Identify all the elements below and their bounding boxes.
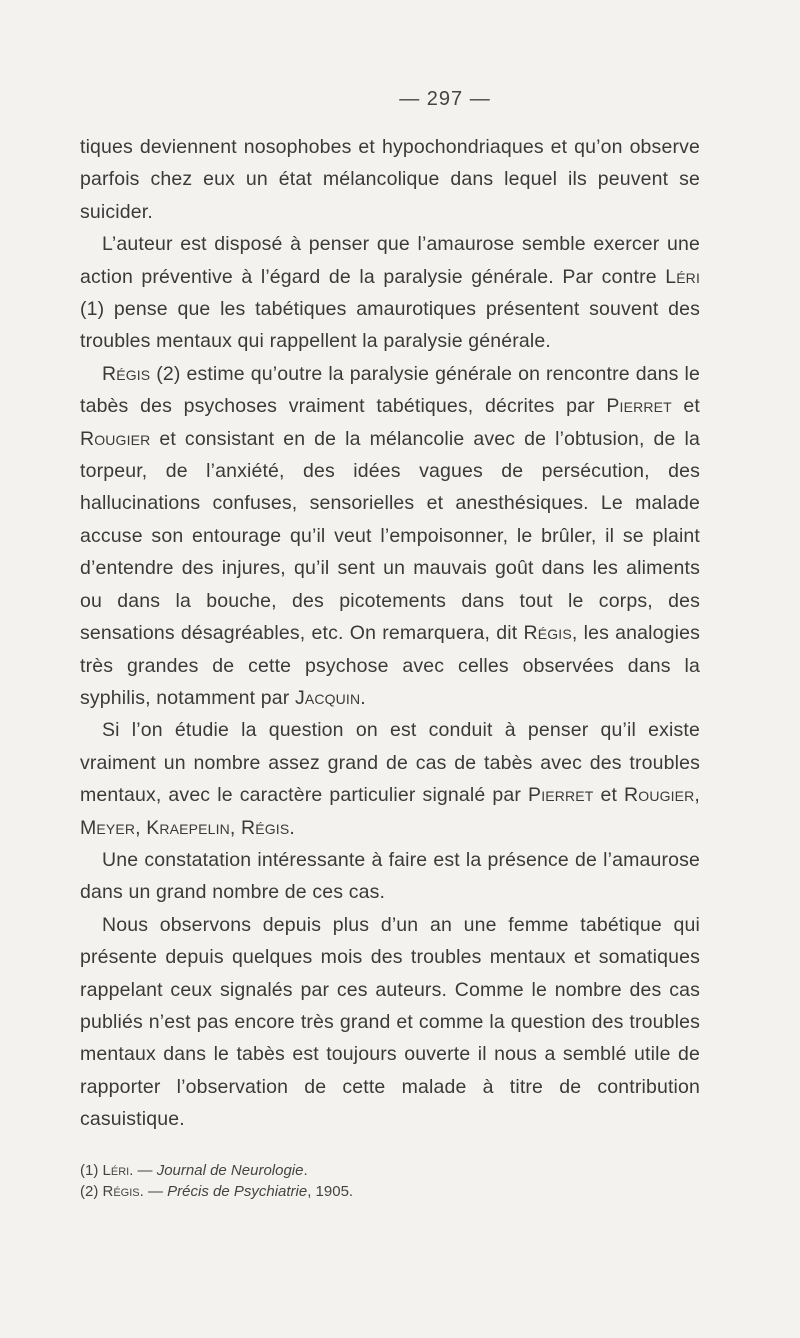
- paragraph-3: [80, 358, 700, 714]
- text-segment: Si l’on étudie la question on est conduit à penser qu’il existe vraiment un nombre assez grand de cas de tabès avec des troubles mentaux, avec le caractère particulier signalé par: [80, 719, 700, 807]
- text-segment: ,: [135, 816, 147, 839]
- paragraph-5-text: Une constatation intéressante à faire est la présence de l’amaurose dans un grand nombre de ces cas.: [80, 848, 700, 904]
- text-segment: ,: [229, 816, 242, 839]
- footnote-tail: .: [303, 1161, 308, 1179]
- text-segment: , les analogies très grandes de cette psychose avec celles observées dans la syphilis, notamment par: [80, 622, 700, 709]
- paragraph-1-text: tiques deviennent nosophobes et hypochondriaques et qu’on observe parfois chez eux un état mélancolique dans lequel ils peuvent se suicider.: [80, 136, 700, 223]
- author-name: Régis: [241, 816, 290, 839]
- text-segment: .: [360, 686, 366, 709]
- footnote-separator: . —: [129, 1161, 157, 1179]
- footnote-author: Régis: [102, 1182, 140, 1200]
- author-name: Kraepelin: [146, 816, 230, 839]
- author-name: Pierret: [528, 784, 594, 807]
- author-name: Régis: [523, 622, 572, 645]
- footnotes: [80, 1160, 700, 1202]
- footnote-tail: , 1905.: [307, 1182, 354, 1200]
- text-segment: L’auteur est disposé à penser que l’amaurose semble exercer une action préventive à l’égard de la paralysie générale. Par contre: [80, 233, 700, 288]
- footnote-author: Léri: [102, 1161, 130, 1179]
- text-segment: et: [671, 395, 700, 418]
- paragraph-5: [80, 844, 700, 909]
- author-name: Meyer: [80, 816, 136, 839]
- document-page: [80, 88, 700, 1202]
- text-segment: et consistant en de la mélancolie avec de l’obtusion, de la torpeur, de l’anxiété, des idées vagues de persécution, des hallucinations confuses, sensorielles et anesthésiques. Le malade accuse son entourage qu’il veut l’empoisonner, le brûler, il se plaint d’entendre des injures, qu’il sent un mauvais goût dans les aliments ou dans la bouche, des picotements dans tout le corps, des sensations désagréables, etc. On remarquera, dit: [80, 427, 700, 645]
- footnote-work: Journal de Neurologie: [156, 1161, 304, 1179]
- footnote-2: [80, 1181, 700, 1202]
- text-segment: .: [289, 816, 295, 839]
- text-segment: (1) pense que les tabétiques amaurotiques présentent souvent des troubles mentaux qui rappellent la paralysie générale.: [80, 298, 700, 353]
- footnote-1: [80, 1160, 700, 1181]
- paragraph-4: [80, 714, 700, 844]
- footnote-marker: (1): [80, 1161, 99, 1179]
- author-name: Léri: [665, 265, 700, 288]
- author-name: Rougier: [624, 784, 695, 807]
- paragraph-1: [80, 131, 700, 228]
- text-segment: (2) estime qu’outre la paralysie générale on rencontre dans le tabès des psychoses vraiment tabétiques, décrites par: [80, 362, 700, 418]
- footnote-separator: . —: [139, 1182, 168, 1200]
- paragraph-6-text: Nous observons depuis plus d’un an une femme tabétique qui présente depuis quelques mois des troubles mentaux et somatiques rappelant ceux signalés par ces auteurs. Comme le nombre des cas publiés n’est pas encore très grand et comme la question des troubles mentaux dans le tabès est toujours ouverte il nous a semblé utile de rapporter l’observation de cette malade à titre de contribution casuistique.: [80, 913, 700, 1131]
- page-number: — 297 —: [399, 88, 491, 110]
- paragraph-2: [80, 228, 700, 358]
- author-name: Régis: [102, 362, 151, 385]
- author-name: Jacquin: [294, 686, 361, 709]
- text-segment: et: [593, 784, 625, 807]
- author-name: Pierret: [606, 395, 672, 418]
- author-name: Rougier: [80, 427, 151, 450]
- text-segment: ,: [694, 784, 700, 807]
- footnote-marker: (2): [80, 1182, 99, 1200]
- footnote-work: Précis de Psychiatrie: [167, 1182, 308, 1200]
- paragraph-6: [80, 909, 700, 1136]
